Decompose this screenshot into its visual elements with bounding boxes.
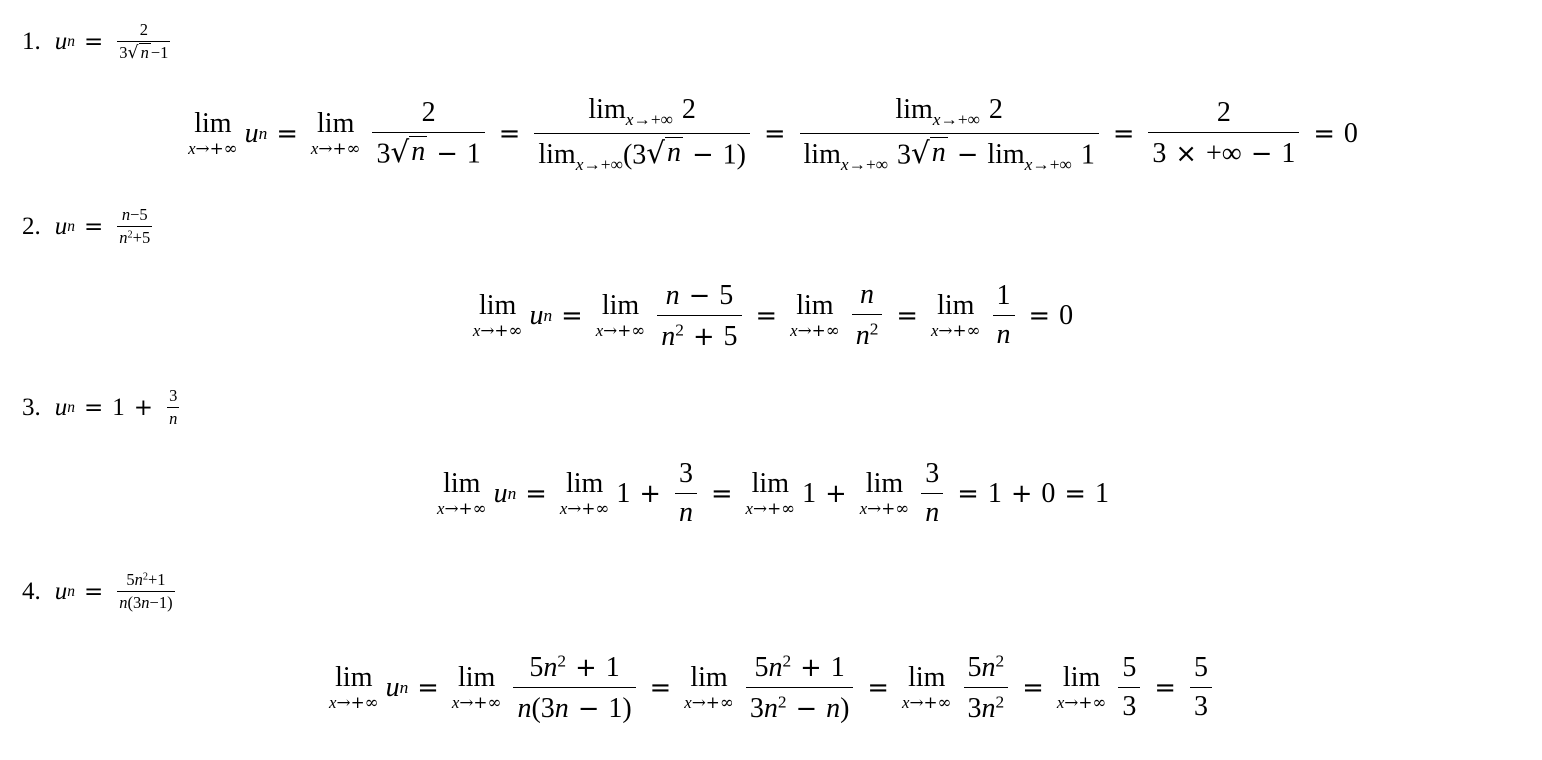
fraction: $\frac{n-5}{n^2+5}$: [119, 205, 151, 247]
fraction: $\frac{2}{3 \times +\infty - 1}$: [1148, 97, 1299, 170]
item-number: 2.: [22, 212, 41, 240]
item-1-limit-derivation: lim x→+∞ u n = lim x→+∞ 2 3 √ n − 1 = $\lim_{x\to+\infty} 2$ $\lim_{x\to+\infty}(3$ √ n − 1) = $\lim_{x\to+\infty} 2$ $\lim_{x\to+\infty} 3$ √ n − $\lim_{x\to+\infty} 1$ = $\frac{2}{3 \times +\infty - 1}$ = 0: [188, 94, 1358, 175]
fraction: $\lim_{x\to+\infty} 2$ $\lim_{x\to+\infty} 3$ √ n − $\lim_{x\to+\infty} 1$: [800, 92, 1099, 175]
item-number: 3.: [22, 393, 41, 421]
item-3-definition: 3. u n = 1 + $\frac{3}{n}$: [22, 386, 178, 428]
fraction: $\frac{n - 5}{n^2 + 5}$: [657, 278, 741, 353]
fraction: $\frac{5n^2 + 1}{n(3n - 1)}$: [513, 650, 635, 725]
item-number: 4.: [22, 577, 41, 605]
fraction: $\frac{5n^2+1}{n(3n-1)}$: [119, 570, 173, 612]
fraction: $\frac{3}{n}$: [169, 386, 178, 428]
item-1-definition: 1. u n = 2 3 √ n −1: [22, 20, 169, 63]
fraction: $\frac{3}{n}$: [921, 458, 943, 529]
item-number: 1.: [22, 27, 41, 55]
limit-operator: lim x→+∞: [329, 661, 379, 712]
fraction: $\lim_{x\to+\infty} 2$ $\lim_{x\to+\infty}(3$ √ n − 1): [534, 92, 750, 175]
fraction: $\frac{n}{n^2}$: [852, 279, 883, 352]
fraction: $\frac{5n^2 + 1}{3n^2 - n)}$: [746, 650, 854, 725]
item-4-definition: 4. u n = $\frac{5n^2+1}{n(3n-1)}$: [22, 570, 173, 612]
item-4-limit-derivation: lim x→+∞ u n = lim x→+∞ $\frac{5n^2 + 1}{n(3n - 1)}$ = lim x→+∞ $\frac{5n^2 + 1}{3n^2 - n)}$ = lim x→+∞ $\frac{5n^2}{3n^2}$ = lim x→+∞ $\frac{5}{3}$ = $\frac{5}{3}$: [0, 650, 1542, 725]
item-2-definition: 2. u n = $\frac{n-5}{n^2+5}$: [22, 205, 151, 247]
fraction: $\frac{5}{3}$: [1190, 652, 1212, 723]
limit-operator: lim x→+∞: [188, 107, 238, 158]
fraction: 2 3 √ n −1: [119, 20, 169, 63]
fraction: $\frac{1}{n}$: [993, 280, 1015, 351]
fraction: $\frac{5}{3}$: [1118, 652, 1140, 723]
fraction: 2 3 √ n − 1: [372, 97, 484, 170]
item-2-limit-derivation: lim x→+∞ u n = lim x→+∞ $\frac{n - 5}{n^2 + 5}$ = lim x→+∞ $\frac{n}{n^2}$ = lim x→+∞ $\frac{1}{n}$ = 0: [472, 279, 1074, 352]
fraction: $\frac{3}{n}$: [675, 458, 697, 529]
fraction: $\frac{5n^2}{3n^2}$: [964, 650, 1009, 725]
limit-operator: lim x→+∞: [437, 467, 487, 518]
limit-operator: lim x→+∞: [472, 289, 523, 340]
item-3-limit-derivation: lim x→+∞ u n = lim x→+∞ 1 + $\frac{3}{n}$ = lim x→+∞ 1 + lim x→+∞ $\frac{3}{n}$ = 1 + 0 = 1: [437, 458, 1109, 528]
